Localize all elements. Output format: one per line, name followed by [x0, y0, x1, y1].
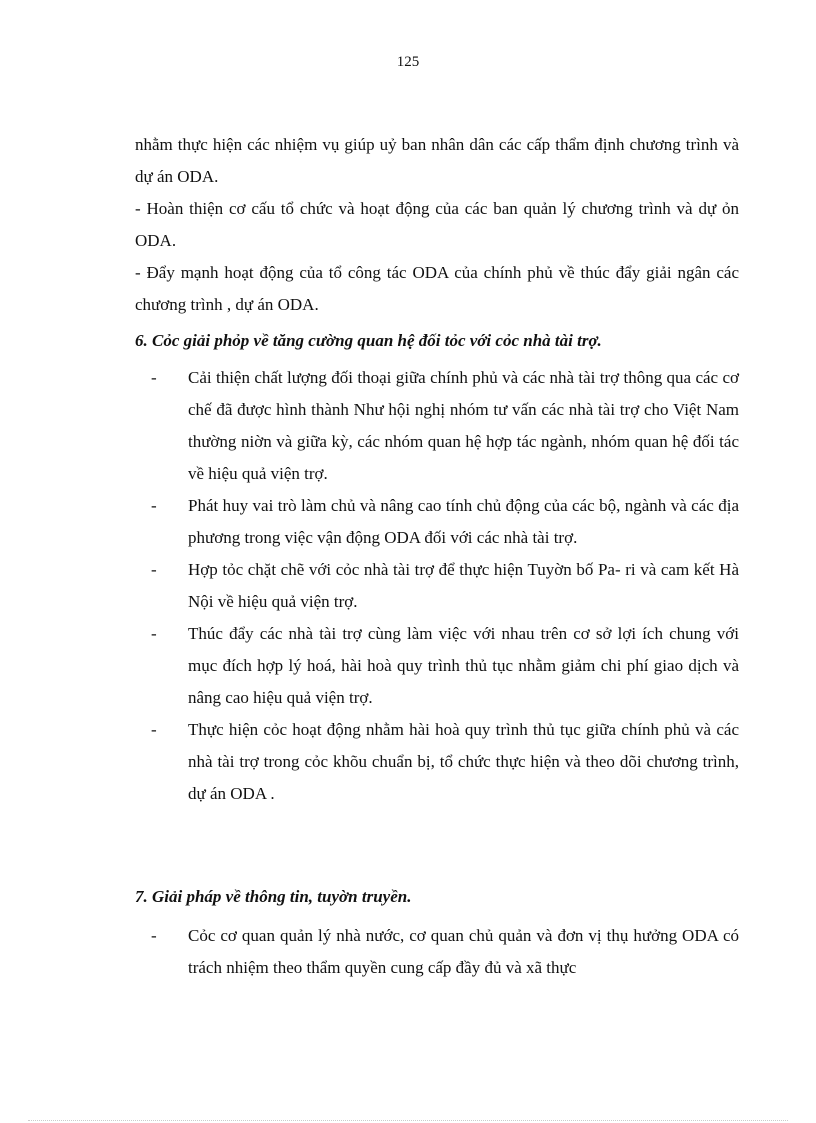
- list-item: [135, 362, 739, 490]
- document-body: [135, 129, 739, 984]
- bullet-dash: -: [151, 926, 157, 945]
- page-bottom-divider: [28, 1120, 788, 1121]
- section-7-list: [135, 920, 739, 984]
- list-item: [135, 554, 739, 618]
- list-item-text: Cải thiện chất lượng đối thoại giữa chính phủ và các nhà tài trợ thông qua các cơ chế đã được hình thành Như hội nghị nhóm tư vấn các nhà tài trợ cho Việt Nam thường niờn và giữa kỳ, các nhóm quan hệ hợp tác ngành, nhóm quan hệ đối tác về hiệu quả viện trợ.: [188, 368, 739, 483]
- bullet-dash: -: [151, 560, 157, 579]
- page-number: 125: [396, 54, 420, 70]
- bullet-dash: -: [151, 368, 157, 387]
- section-6-heading: 6. Cỏc giải phỏp về tăng cường quan hệ đối tỏc với cỏc nhà tài trợ.: [135, 331, 602, 350]
- list-item-text: Thực hiện cỏc hoạt động nhằm hài hoà quy trình thủ tục giữa chính phủ và các nhà tài trợ trong cỏc khõu chuẩn bị, tổ chức thực hiện và theo dõi chương trình, dự án ODA .: [188, 720, 739, 803]
- section-6-list: [135, 362, 739, 810]
- bullet-dash: -: [151, 624, 157, 643]
- bullet-dash: -: [151, 496, 157, 515]
- list-item-text: Phát huy vai trò làm chủ và nâng cao tính chủ động của các bộ, ngành và các địa phương trong việc vận động ODA đối với các nhà tài trợ.: [188, 496, 739, 547]
- intro-paragraph-2: - Hoàn thiện cơ cấu tổ chức và hoạt động của các ban quản lý chương trình và dự ỏn ODA.: [135, 199, 739, 250]
- list-item: [135, 618, 739, 714]
- bullet-dash: -: [151, 720, 157, 739]
- list-item: [135, 490, 739, 554]
- list-item-text: Cỏc cơ quan quản lý nhà nước, cơ quan chủ quản và đơn vị thụ hưởng ODA có trách nhiệm theo thẩm quyền cung cấp đầy đủ và xã thực: [188, 926, 739, 977]
- intro-paragraph-1: nhằm thực hiện các nhiệm vụ giúp uỷ ban nhân dân các cấp thẩm định chương trình và dự án ODA.: [135, 135, 739, 186]
- intro-paragraph-3: - Đẩy mạnh hoạt động của tổ công tác ODA của chính phủ về thúc đẩy giải ngân các chương trình , dự án ODA.: [135, 263, 739, 314]
- list-item: [135, 920, 739, 984]
- section-7-heading: 7. Giải pháp về thông tin, tuyờn truyền.: [135, 887, 412, 906]
- list-item: [135, 714, 739, 810]
- list-item-text: Thúc đẩy các nhà tài trợ cùng làm việc với nhau trên cơ sở lợi ích chung với mục đích hợp lý hoá, hài hoà quy trình thủ tục nhằm giảm chi phí giao dịch và nâng cao hiệu quả viện trợ.: [188, 624, 739, 707]
- list-item-text: Hợp tỏc chặt chẽ với cỏc nhà tài trợ để thực hiện Tuyờn bố Pa- ri và cam kết Hà Nội về hiệu quả viện trợ.: [188, 560, 739, 611]
